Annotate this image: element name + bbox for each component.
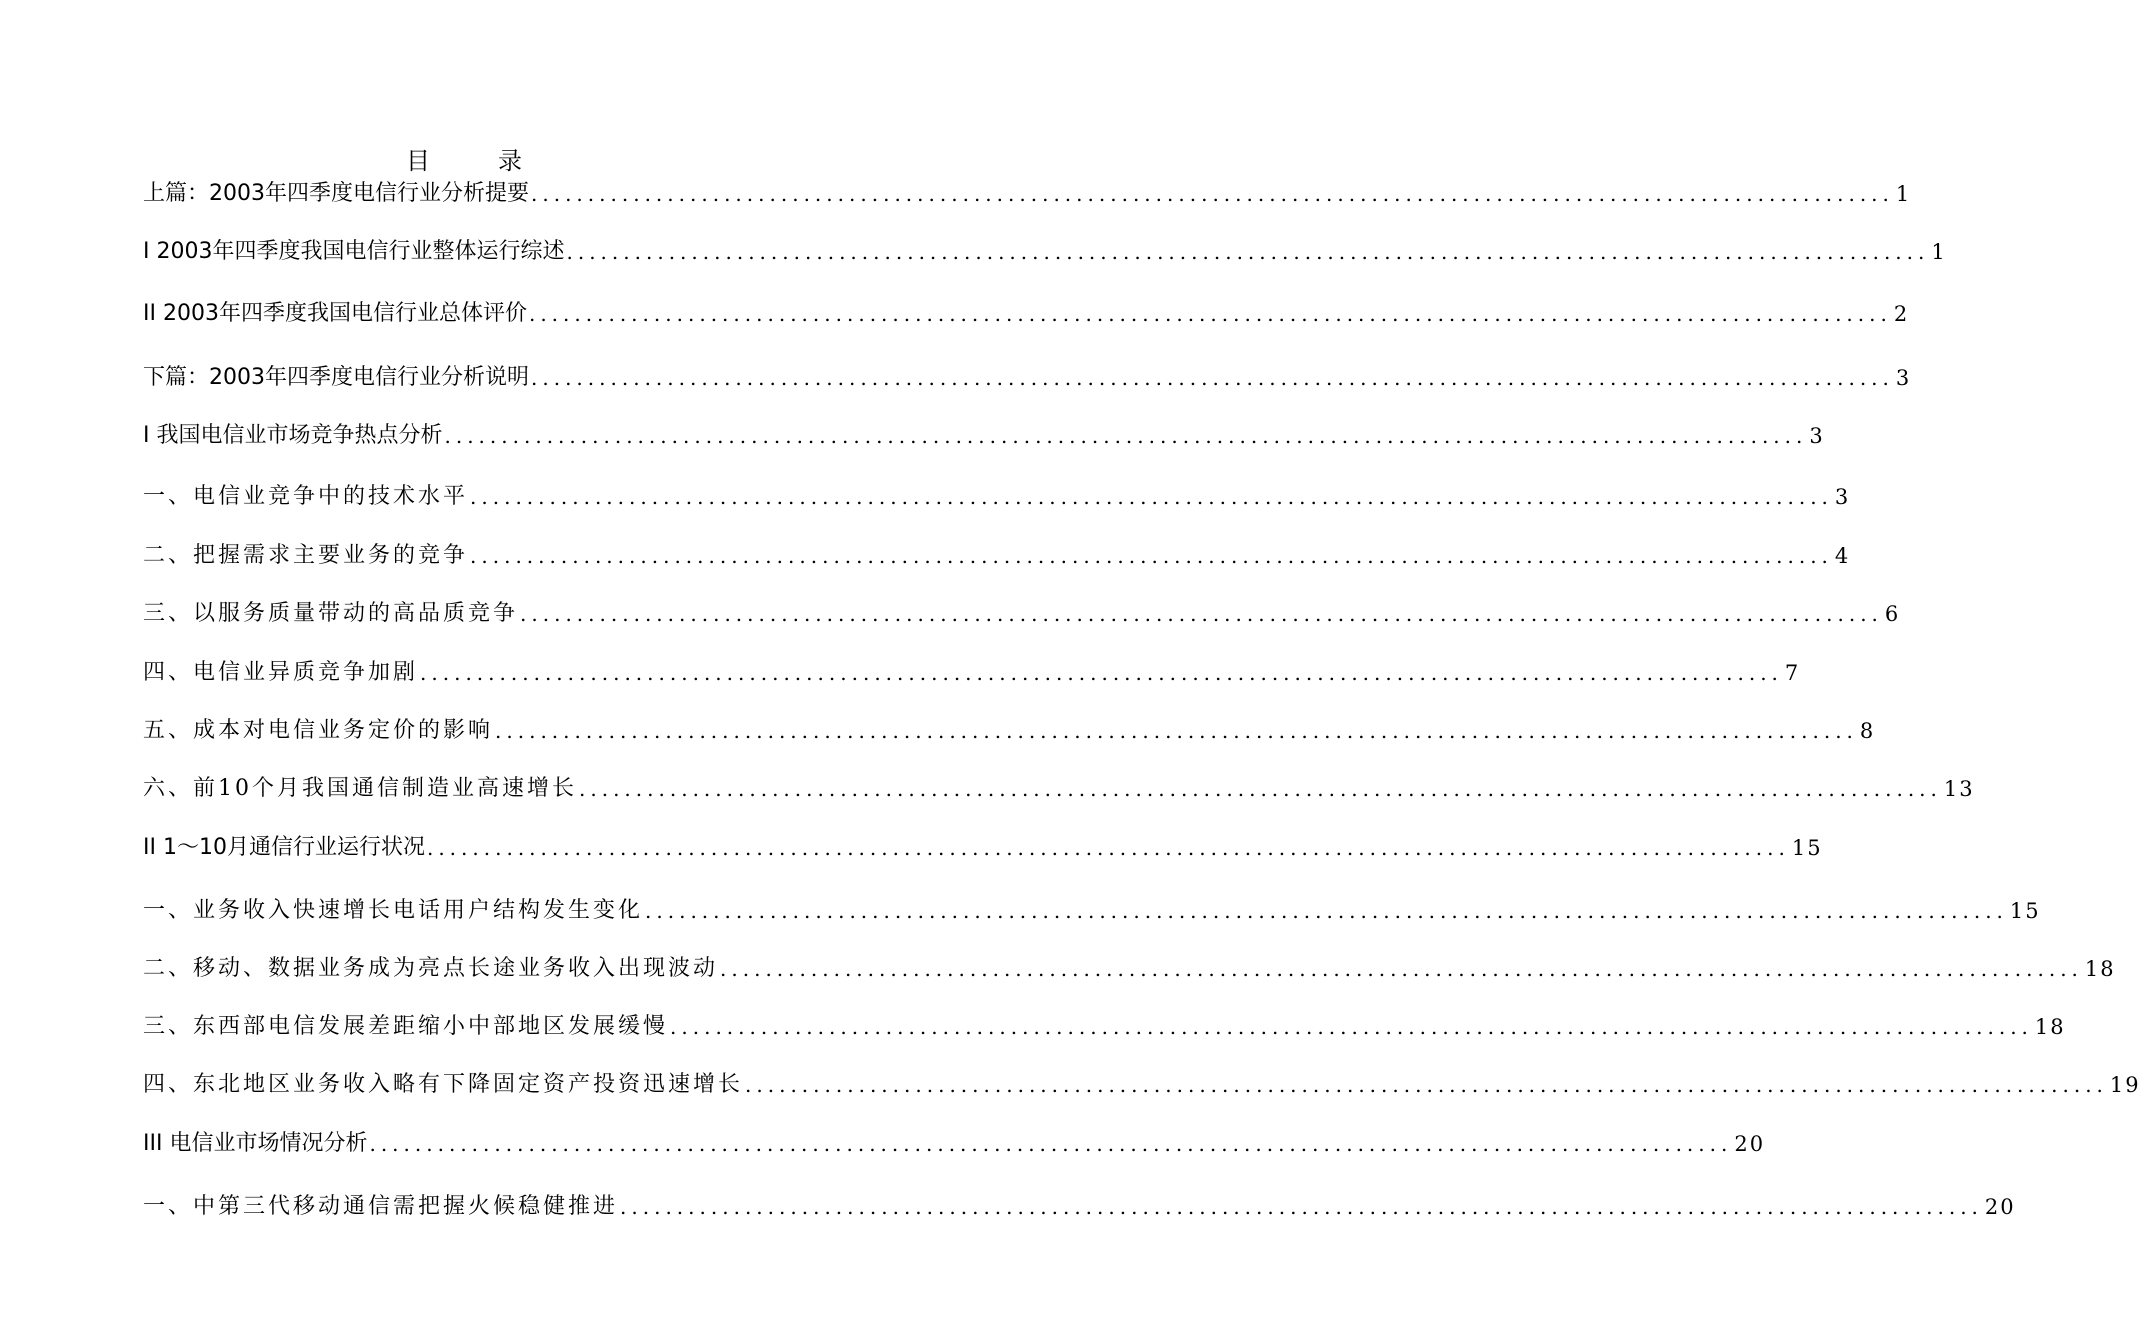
toc-entry-label: 三、以服务质量带动的高品质竞争 — [143, 601, 519, 626]
toc-entry-label: 二、把握需求主要业务的竞争 — [143, 543, 469, 568]
toc-entry[interactable] — [143, 1009, 2066, 1041]
toc-page-number: 6 — [1884, 602, 1901, 626]
toc-entry-label: 下篇：2003年四季度电信行业分析说明 — [143, 365, 529, 390]
toc-entry[interactable] — [143, 234, 1947, 266]
toc-page-number: 20 — [1984, 1195, 2016, 1219]
toc-leader-dots: ........................................................................................................................ — [426, 836, 1790, 860]
toc-page-number: 7 — [1784, 661, 1801, 685]
toc-entry-label: II 2003年四季度我国电信行业总体评价 — [143, 301, 527, 326]
toc-entry[interactable] — [143, 951, 2116, 983]
toc-leader-dots: ........................................................................................................................ — [528, 302, 1892, 326]
toc-leader-dots: ........................................................................................................................ — [579, 777, 1942, 801]
toc-page-number: 18 — [2034, 1015, 2066, 1039]
toc-leader-dots: ........................................................................................................................ — [444, 424, 1808, 448]
toc-page-number: 4 — [1834, 544, 1851, 568]
toc-page-number: 8 — [1859, 719, 1876, 743]
toc-entry-label: 一、业务收入快速增长电话用户结构发生变化 — [143, 898, 644, 923]
toc-entry[interactable] — [143, 1189, 2016, 1221]
toc-leader-dots: ........................................................................................................................ — [470, 544, 1833, 568]
toc-leader-dots: ........................................................................................................................ — [495, 719, 1858, 743]
toc-entry[interactable] — [143, 893, 2041, 925]
toc-leader-dots: ........................................................................................................................ — [620, 1195, 1983, 1219]
toc-page-number: 3 — [1834, 485, 1851, 509]
toc-leader-dots: ........................................................................................................................ — [645, 899, 2008, 923]
toc-entry[interactable] — [143, 418, 1825, 450]
toc-page-number: 13 — [1943, 777, 1975, 801]
toc-leader-dots: ........................................................................................................................ — [531, 182, 1894, 206]
toc-entry-label: 四、东北地区业务收入略有下降固定资产投资迅速增长 — [143, 1072, 744, 1097]
toc-page-number: 15 — [2009, 899, 2041, 923]
toc-page-number: 3 — [1809, 424, 1825, 448]
toc-entry-label: I 我国电信业市场竞争热点分析 — [143, 423, 443, 448]
toc-leader-dots: ........................................................................................................................ — [720, 957, 2083, 981]
toc-entry[interactable] — [143, 713, 1876, 745]
toc-leader-dots: ........................................................................................................................ — [520, 602, 1883, 626]
toc-page-number: 3 — [1895, 366, 1912, 390]
toc-leader-dots: ........................................................................................................................ — [420, 661, 1783, 685]
toc-leader-dots: ........................................................................................................................ — [369, 1132, 1733, 1156]
toc-entry[interactable] — [143, 655, 1801, 687]
toc-entry-label: II 1～10月通信行业运行状况 — [143, 835, 425, 860]
toc-entry-label: 二、移动、数据业务成为亮点长途业务收入出现波动 — [143, 956, 719, 981]
toc-entry[interactable] — [143, 538, 1851, 570]
toc-leader-dots: ........................................................................................................................ — [566, 240, 1930, 264]
toc-entry[interactable] — [143, 176, 1912, 208]
toc-page-number: 1 — [1931, 240, 1947, 264]
toc-entry[interactable] — [143, 296, 1910, 328]
toc-leader-dots: ........................................................................................................................ — [531, 366, 1894, 390]
toc-entry[interactable] — [143, 479, 1851, 511]
toc-leader-dots: ........................................................................................................................ — [470, 485, 1833, 509]
toc-page-number: 1 — [1895, 182, 1912, 206]
toc-page-number: 20 — [1734, 1132, 1766, 1156]
toc-page-number: 2 — [1893, 302, 1910, 326]
toc-leader-dots: ........................................................................................................................ — [745, 1073, 2108, 1097]
toc-entry-label: 五、成本对电信业务定价的影响 — [143, 718, 494, 743]
toc-page-number: 18 — [2084, 957, 2116, 981]
toc-entry-label: 四、电信业异质竞争加剧 — [143, 660, 419, 685]
toc-entry[interactable] — [143, 1126, 1766, 1158]
toc-entry[interactable] — [143, 1067, 2141, 1099]
toc-entry-label: 上篇：2003年四季度电信行业分析提要 — [143, 181, 529, 206]
toc-entry-label: 三、东西部电信发展差距缩小中部地区发展缓慢 — [143, 1014, 669, 1039]
toc-entry-label: 一、电信业竞争中的技术水平 — [143, 484, 469, 509]
toc-entry[interactable] — [143, 771, 1975, 803]
toc-leader-dots: ........................................................................................................................ — [670, 1015, 2033, 1039]
toc-entry-label: III 电信业市场情况分析 — [143, 1131, 368, 1156]
toc-entry-label: 六、前10个月我国通信制造业高速增长 — [143, 776, 577, 801]
toc-entry-label: I 2003年四季度我国电信行业整体运行综述 — [143, 239, 565, 264]
toc-page-number: 19 — [2109, 1073, 2141, 1097]
toc-entry[interactable] — [143, 360, 1912, 392]
toc-entry[interactable] — [143, 596, 1901, 628]
toc-list — [143, 0, 2141, 1344]
toc-entry[interactable] — [143, 830, 1823, 862]
toc-title: 目 录 — [406, 147, 544, 175]
toc-page-number: 15 — [1791, 836, 1823, 860]
toc-entry-label: 一、中第三代移动通信需把握火候稳健推进 — [143, 1194, 619, 1219]
